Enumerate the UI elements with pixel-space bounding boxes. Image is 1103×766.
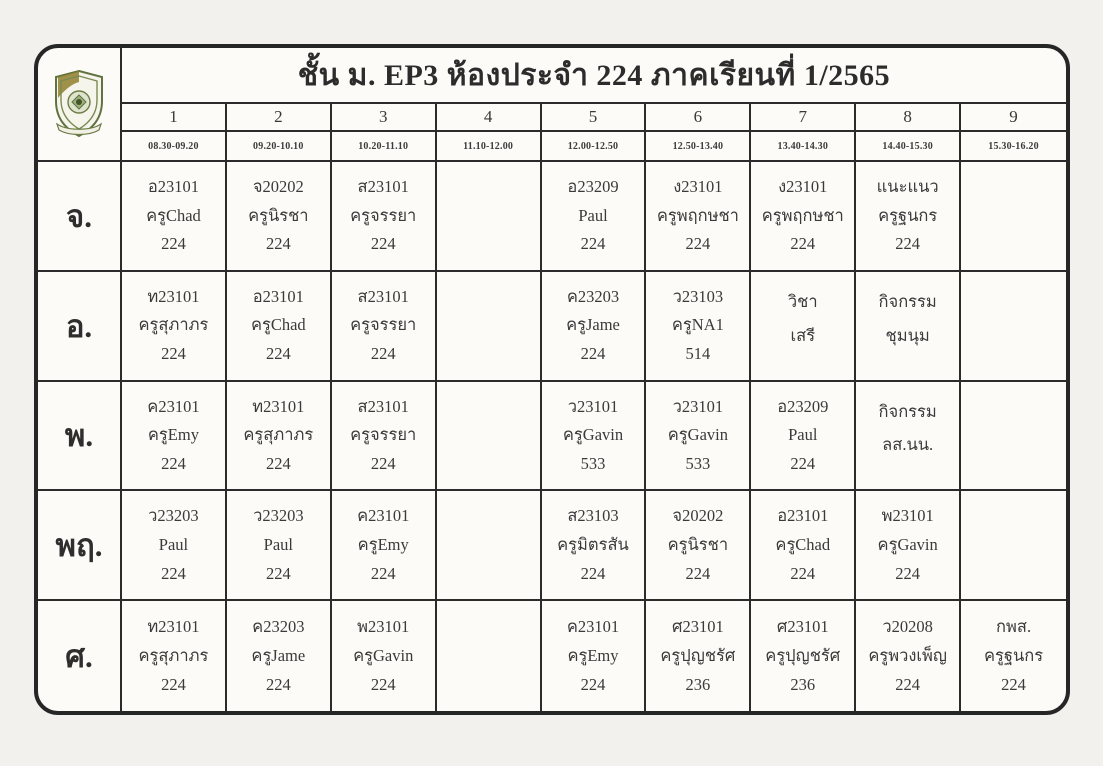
room-number: 224 [895,674,921,694]
slot-mon-p2 [227,162,332,272]
subject-code: ว23101 [567,396,619,416]
room-number: 224 [265,674,291,694]
subject-code: ค23101 [147,396,200,416]
slot-thu-p5 [542,491,647,601]
period-time-2: 09.20-10.10 [227,132,332,162]
teacher-name: ครูNA1 [671,315,724,335]
teacher-name: ครูจรรยา [350,205,417,225]
subject-code: แนะแนว [876,176,939,196]
subject-code: พ23101 [881,506,934,526]
period-number-9: 9 [961,104,1066,132]
teacher-name: ลส.นน. [882,435,934,455]
logo-cell [38,48,122,162]
teacher-name: เสรี [790,325,816,345]
subject-code: ท23101 [252,396,305,416]
subject-code: ค23203 [566,286,620,306]
room-number: 224 [580,563,606,583]
slot-tue-p4 [437,272,542,382]
slot-thu-p8 [856,491,961,601]
room-number: 224 [265,563,291,583]
subject-code: ส23101 [357,396,409,416]
room-number: 224 [685,234,711,254]
timetable-title: ชั้น ม. EP3 ห้องประจำ 224 ภาคเรียนที่ 1/2565 [122,48,1066,104]
slot-fri-p2 [227,601,332,711]
slot-thu-p7 [751,491,856,601]
slot-thu-p1 [122,491,227,601]
room-number: 224 [161,453,186,473]
room-number: 224 [895,563,921,583]
teacher-name: ชุมนุม [885,325,930,345]
slot-fri-p5 [542,601,647,711]
slot-wed-p8 [856,382,961,492]
room-number: 224 [161,563,186,583]
teacher-name: ครูGavin [877,534,938,554]
period-time-8: 14.40-15.30 [856,132,961,162]
teacher-name: ครูปุญชรัศ [660,645,736,665]
teacher-name: ครูEmy [357,534,409,554]
subject-code: ค23101 [566,616,620,636]
teacher-name: ครูจรรยา [350,315,417,335]
period-number-2: 2 [227,104,332,132]
slot-tue-p6 [646,272,751,382]
period-number-1: 1 [122,104,227,132]
room-number: 224 [790,563,816,583]
subject-code: ค23203 [252,616,305,636]
slot-fri-p7 [751,601,856,711]
slot-mon-p7 [751,162,856,272]
teacher-name: ครูนิรชา [248,205,309,225]
subject-code: อ23101 [777,506,829,526]
day-label-mon: จ. [38,162,122,272]
subject-code: จ20202 [672,506,724,526]
subject-code: ว23203 [253,506,304,526]
subject-code: ค23101 [357,506,410,526]
subject-code: ส23103 [567,506,619,526]
day-label-thu: พฤ. [38,491,122,601]
slot-fri-p8 [856,601,961,711]
slot-mon-p5 [542,162,647,272]
subject-code: อ23209 [567,176,619,196]
teacher-name: ครูEmy [147,425,199,445]
period-time-5: 12.00-12.50 [542,132,647,162]
teacher-name: ครูนิรชา [667,534,729,554]
slot-wed-p9 [961,382,1066,492]
teacher-name: ครูพฤกษชา [761,205,844,225]
slot-fri-p3 [332,601,437,711]
slot-tue-p5 [542,272,647,382]
day-label-tue: อ. [38,272,122,382]
teacher-name: ครูฐนกร [983,645,1044,665]
teacher-name: ครูสุภาภร [138,315,209,335]
period-number-3: 3 [332,104,437,132]
period-time-9: 15.30-16.20 [961,132,1066,162]
period-number-5: 5 [542,104,647,132]
room-number: 224 [370,453,396,473]
subject-code: ว20208 [882,616,933,636]
room-number: 224 [161,674,186,694]
slot-fri-p1 [122,601,227,711]
room-number: 224 [265,453,291,473]
slot-thu-p6 [646,491,751,601]
day-label-fri: ศ. [38,601,122,711]
room-number: 533 [685,453,711,473]
room-number: 533 [580,453,606,473]
subject-code: วิชา [787,291,818,311]
subject-code: อ23101 [252,286,304,306]
room-number: 224 [685,563,711,583]
slot-thu-p3 [332,491,437,601]
slot-tue-p8 [856,272,961,382]
room-number: 224 [895,234,921,254]
subject-code: ง23101 [673,176,723,196]
teacher-name: ครูพฤกษชา [656,205,739,225]
subject-code: ศ23101 [776,616,829,636]
subject-code: กิจกรรม [878,401,937,421]
room-number: 224 [790,453,816,473]
timetable-sheet [34,44,1070,715]
subject-code: พ23101 [357,616,410,636]
slot-mon-p8 [856,162,961,272]
slot-thu-p9 [961,491,1066,601]
subject-code: ท23101 [147,286,200,306]
slot-tue-p3 [332,272,437,382]
slot-wed-p3 [332,382,437,492]
slot-mon-p6 [646,162,751,272]
slot-wed-p5 [542,382,647,492]
period-time-3: 10.20-11.10 [332,132,437,162]
teacher-name: ครูJame [251,645,306,665]
teacher-name: Paul [788,425,818,445]
subject-code: อ23209 [777,396,829,416]
teacher-name: ครูChad [250,315,306,335]
subject-code: ว23101 [672,396,724,416]
room-number: 224 [370,343,396,363]
room-number: 224 [161,343,186,363]
room-number: 224 [580,234,606,254]
room-number: 224 [265,234,291,254]
room-number: 236 [790,674,816,694]
day-label-wed: พ. [38,382,122,492]
teacher-name: Paul [158,534,189,554]
room-number: 224 [580,674,606,694]
subject-code: ง23101 [778,176,828,196]
slot-mon-p3 [332,162,437,272]
teacher-name: ครูChad [146,205,201,225]
subject-code: กิจกรรม [878,291,937,311]
teacher-name: ครูJame [566,315,620,335]
slot-tue-p7 [751,272,856,382]
slot-tue-p2 [227,272,332,382]
room-number: 224 [1001,674,1026,694]
room-number: 224 [370,674,396,694]
teacher-name: ครูGavin [353,645,414,665]
slot-thu-p4 [437,491,542,601]
teacher-name: ครูChad [775,534,831,554]
slot-wed-p6 [646,382,751,492]
room-number: 224 [370,563,396,583]
teacher-name: ครูจรรยา [350,425,417,445]
teacher-name: ครูสุภาภร [243,425,314,445]
subject-code: อ23101 [147,176,200,196]
slot-fri-p9 [961,601,1066,711]
slot-mon-p9 [961,162,1066,272]
room-number: 514 [685,343,711,363]
subject-code: ว23103 [672,286,724,306]
room-number: 236 [685,674,711,694]
subject-code: ศ23101 [672,616,724,636]
period-time-6: 12.50-13.40 [646,132,751,162]
slot-fri-p4 [437,601,542,711]
slot-fri-p6 [646,601,751,711]
subject-code: จ20202 [252,176,304,196]
school-crest-logo [48,68,110,140]
period-time-4: 11.10-12.00 [437,132,542,162]
slot-mon-p1 [122,162,227,272]
teacher-name: ครูมิตรสัน [557,534,629,554]
teacher-name: ครูGavin [562,425,624,445]
slot-wed-p4 [437,382,542,492]
room-number: 224 [265,343,291,363]
subject-code: ท23101 [147,616,200,636]
slot-tue-p1 [122,272,227,382]
slot-tue-p9 [961,272,1066,382]
period-number-8: 8 [856,104,961,132]
slot-wed-p2 [227,382,332,492]
teacher-name: ครูสุภาภร [138,645,209,665]
teacher-name: ครูปุญชรัศ [765,645,841,665]
period-time-7: 13.40-14.30 [751,132,856,162]
teacher-name: Paul [578,205,608,225]
period-number-4: 4 [437,104,542,132]
teacher-name: ครูพวงเพ็ญ [868,645,947,665]
subject-code: ว23203 [148,506,199,526]
subject-code: ส23101 [357,176,409,196]
slot-thu-p2 [227,491,332,601]
teacher-name: ครูEmy [567,645,619,665]
slot-mon-p4 [437,162,542,272]
teacher-name: ครูฐนกร [878,205,938,225]
room-number: 224 [370,234,396,254]
teacher-name: Paul [263,534,293,554]
period-number-7: 7 [751,104,856,132]
room-number: 224 [790,234,816,254]
slot-wed-p1 [122,382,227,492]
slot-wed-p7 [751,382,856,492]
subject-code: ส23101 [357,286,409,306]
period-time-1: 08.30-09.20 [122,132,227,162]
period-number-6: 6 [646,104,751,132]
room-number: 224 [161,234,186,254]
room-number: 224 [580,343,606,363]
teacher-name: ครูGavin [667,425,728,445]
subject-code: กพส. [996,616,1032,636]
